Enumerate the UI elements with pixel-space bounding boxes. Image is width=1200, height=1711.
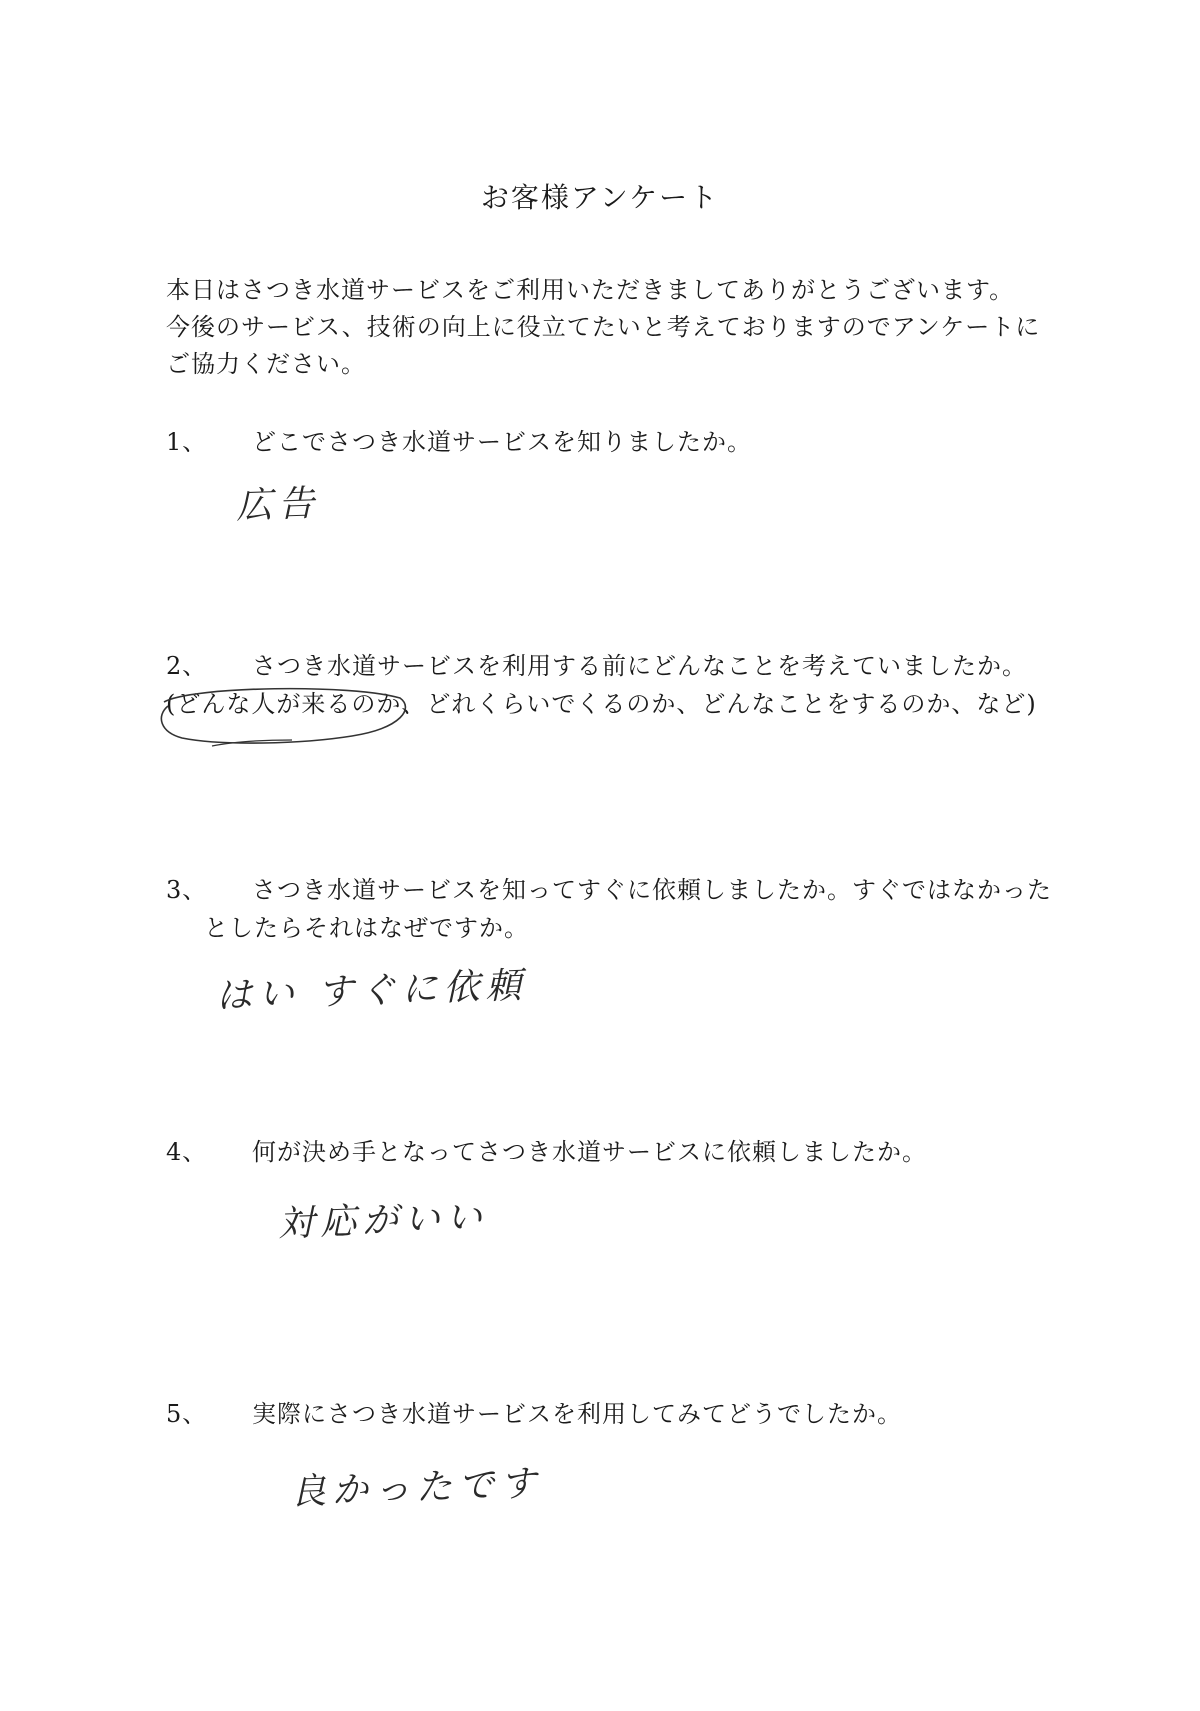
intro-line: 今後のサービス、技術の向上に役立てたいと考えておりますのでアンケートに [166, 313, 1041, 341]
question-2-hint: (どんな人が来るのか、どれくらいでくるのか、どんなことをするのか、など) [166, 690, 1037, 718]
question-text: さつき水道サービスを知ってすぐに依頼しましたか。すぐではなかった [252, 876, 1052, 904]
question-number: 2、 [166, 652, 208, 680]
intro-line: ご協力ください。 [166, 350, 366, 378]
question-text: 実際にさつき水道サービスを利用してみてどうでしたか。 [252, 1400, 902, 1428]
question-text: さつき水道サービスを利用する前にどんなことを考えていましたか。 [252, 652, 1027, 680]
question-1 [166, 424, 752, 461]
question-text-continued: としたらそれはなぜですか。 [204, 914, 529, 942]
survey-intro [166, 272, 1066, 383]
answer-3-handwritten: はい すぐに依頼 [215, 965, 529, 1017]
question-text: どこでさつき水道サービスを知りましたか。 [252, 428, 752, 456]
survey-title: お客様アンケート [480, 181, 720, 214]
question-number: 3、 [166, 876, 208, 904]
answer-4-handwritten: 対応がいい [277, 1196, 489, 1245]
question-number: 5、 [166, 1400, 208, 1428]
question-number: 4、 [166, 1138, 208, 1166]
question-text: 何が決め手となってさつき水道サービスに依頼しましたか。 [252, 1138, 927, 1166]
intro-line: 本日はさつき水道サービスをご利用いただきましてありがとうございます。 [166, 276, 1015, 304]
question-4 [166, 1134, 927, 1171]
answer-5-handwritten: 良かったです [289, 1463, 543, 1513]
question-5 [166, 1396, 902, 1433]
question-2 [166, 648, 1027, 685]
answer-1-handwritten: 広告 [235, 483, 321, 527]
question-3 [166, 872, 1052, 909]
question-3-continued [166, 910, 529, 947]
question-number: 1、 [166, 428, 208, 456]
